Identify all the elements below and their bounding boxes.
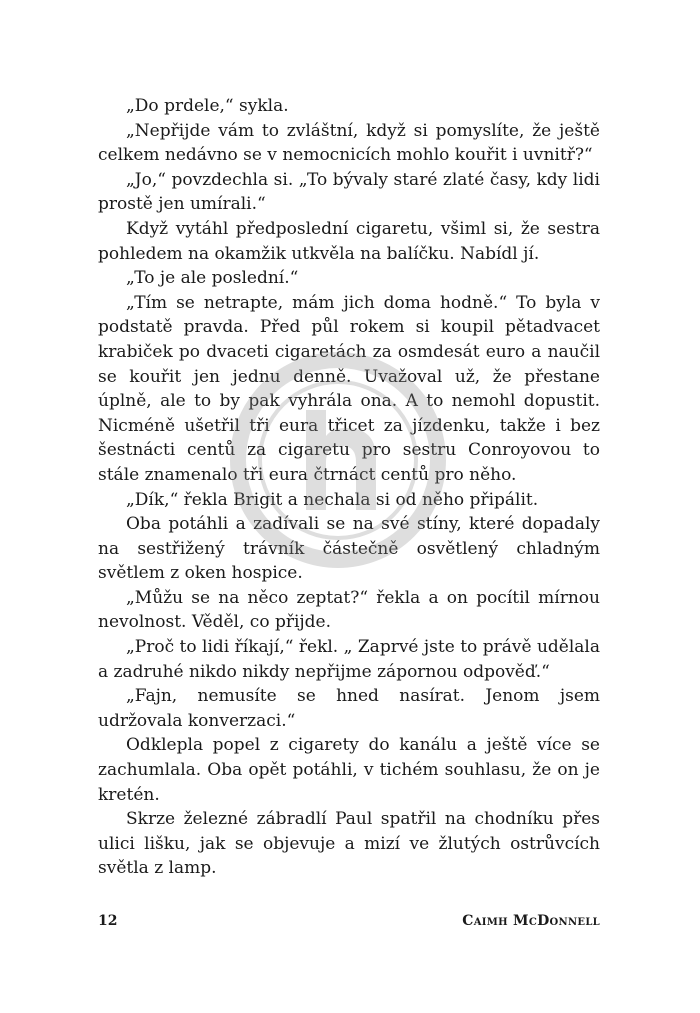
- author-name: Caimh McDonnell: [462, 913, 600, 929]
- page-footer: [98, 913, 600, 933]
- paragraph: „Do prdele,“ sykla.: [126, 96, 289, 116]
- paragraph: „Proč to lidi říkají,“ řekl. „ Zaprvé jste to právě udělala a zadruhé nikdo nikdy nepřijme zápornou odpověď.“: [98, 637, 600, 682]
- paragraph: „Můžu se na něco zeptat?“ řekla a on pocítil mírnou nevolnost. Věděl, co přijde.: [98, 587, 600, 633]
- paragraph: „Nepřijde vám to zvláštní, když si pomyslíte, že ještě celkem nedávno se v nemocnicích mohlo kouřit i uvnitř?“: [98, 120, 600, 166]
- paragraph: „Tím se netrapte, mám jich doma hodně.“ To byla v podstatě pravda. Před půl rokem si koupil pětadvacet krabiček po dvaceti cigaretách za osmdesát euro a naučil se kouřit jen jednu denně. Uvažoval už, že přestane úplně, ale to by pak vyhrála ona. A to nemohl dopustit. Nicméně ušetřil tři eura třicet za jízdenku, takže i bez šestnácti centů za cigaretu pro sestru Conroyovou to stále znamenalo tři eura čtrnáct centů pro něho.: [98, 292, 600, 485]
- paragraph: „Fajn, nemusíte se hned nasírat. Jenom jsem udržovala konverzaci.“: [98, 686, 600, 731]
- paragraph: „Jo,“ povzdechla si. „To bývaly staré zlaté časy, kdy lidi prostě jen umírali.“: [98, 169, 600, 215]
- page-number: 12: [98, 913, 118, 929]
- paragraph: „To je ale poslední.“: [126, 268, 299, 289]
- paragraph: Když vytáhl předposlední cigaretu, všiml si, že sestra pohledem na okamžik utkvěla na balíčku. Nabídl jí.: [98, 218, 600, 264]
- body-text: [98, 94, 600, 881]
- paragraph: Odklepla popel z cigarety do kanálu a ještě více se zachumlala. Oba opět potáhli, v tichém souhlasu, že on je kretén.: [98, 735, 600, 805]
- paragraph: Oba potáhli a zadívali se na své stíny, které dopadaly na sestřižený trávník částečně osvětlený chladným světlem z oken hospice.: [98, 514, 600, 584]
- paragraph: „Dík,“ řekla Brigit a nechala si od něho připálit.: [126, 489, 539, 510]
- paragraph: Skrze železné zábradlí Paul spatřil na chodníku přes ulici lišku, jak se objevuje a mizí ve žlutých ostrůvcích světla z lamp.: [98, 809, 600, 879]
